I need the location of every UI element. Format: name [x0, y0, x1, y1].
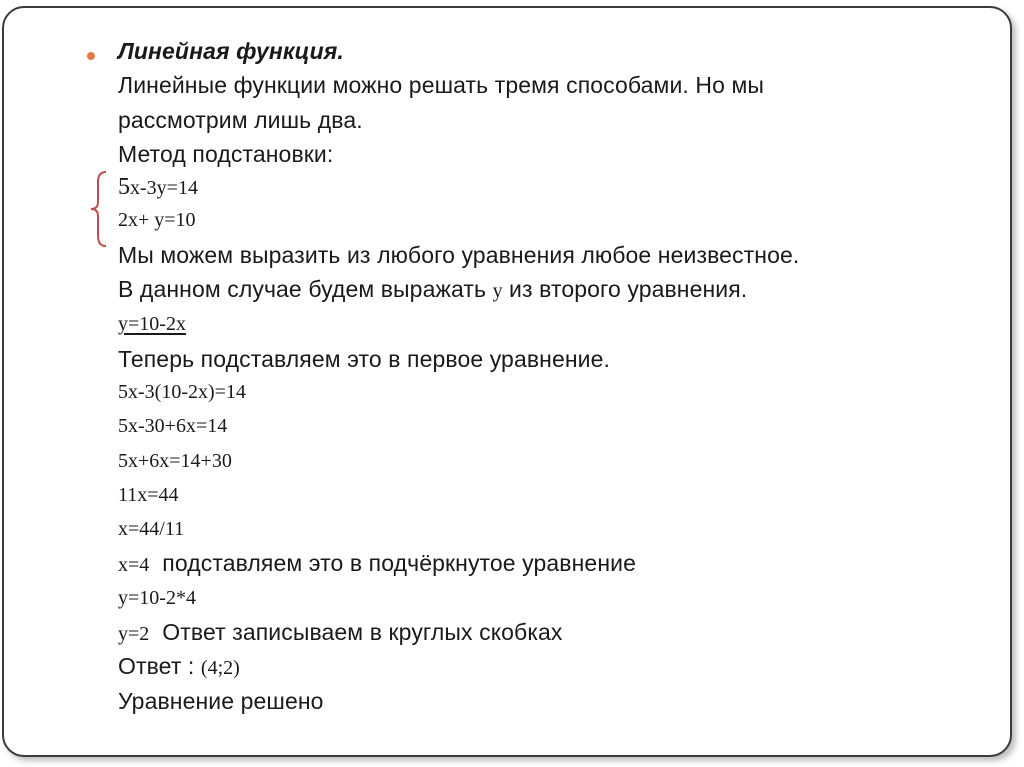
- explain-line-2: [118, 276, 747, 303]
- method-label: Метод подстановки:: [118, 141, 334, 167]
- eq1-coefficient: 5: [118, 174, 130, 200]
- answer-value: (4;2): [200, 657, 240, 679]
- step-3: 5x+6x=14+30: [118, 450, 232, 472]
- explain-line-1: Мы можем выразить из любого уравнения любое неизвестное.: [118, 242, 800, 268]
- x-result-line: [118, 550, 636, 577]
- x-result-note: подставляем это в подчёркнутое уравнение: [149, 550, 636, 576]
- y-result-note: Ответ записываем в круглых скобках: [149, 619, 563, 645]
- explain-post: из второго уравнения.: [502, 276, 748, 302]
- system-equation-1: [118, 174, 198, 201]
- y-result: y=2: [118, 623, 150, 645]
- conclusion: Уравнение решено: [118, 688, 324, 714]
- answer-line: [118, 653, 240, 680]
- y-result-line: [118, 619, 563, 646]
- explain-pre: В данном случае будем выражать: [118, 276, 493, 302]
- y-calc: y=10-2*4: [118, 587, 196, 609]
- slide-title: Линейная функция.: [118, 38, 344, 64]
- system-brace-icon: [88, 170, 110, 248]
- answer-label: Ответ :: [118, 653, 201, 679]
- substitute-text: Теперь подставляем это в первое уравнение.: [118, 346, 610, 372]
- bullet-icon: [87, 52, 95, 60]
- intro-line-2: рассмотрим лишь два.: [118, 107, 363, 133]
- step-5: x=44/11: [118, 518, 185, 540]
- expressed-equation: y=10-2x: [118, 313, 186, 335]
- intro-line-1: Линейные функции можно решать тремя способами. Но мы: [118, 72, 765, 98]
- step-1: 5x-3(10-2x)=14: [118, 381, 246, 403]
- eq1-rest: x-3y=14: [130, 177, 198, 199]
- explain-variable: y: [492, 280, 503, 302]
- system-equation-2: 2x+ y=10: [118, 209, 196, 231]
- step-4: 11x=44: [118, 484, 179, 506]
- x-result: x=4: [118, 554, 150, 576]
- step-2: 5x-30+6x=14: [118, 415, 228, 437]
